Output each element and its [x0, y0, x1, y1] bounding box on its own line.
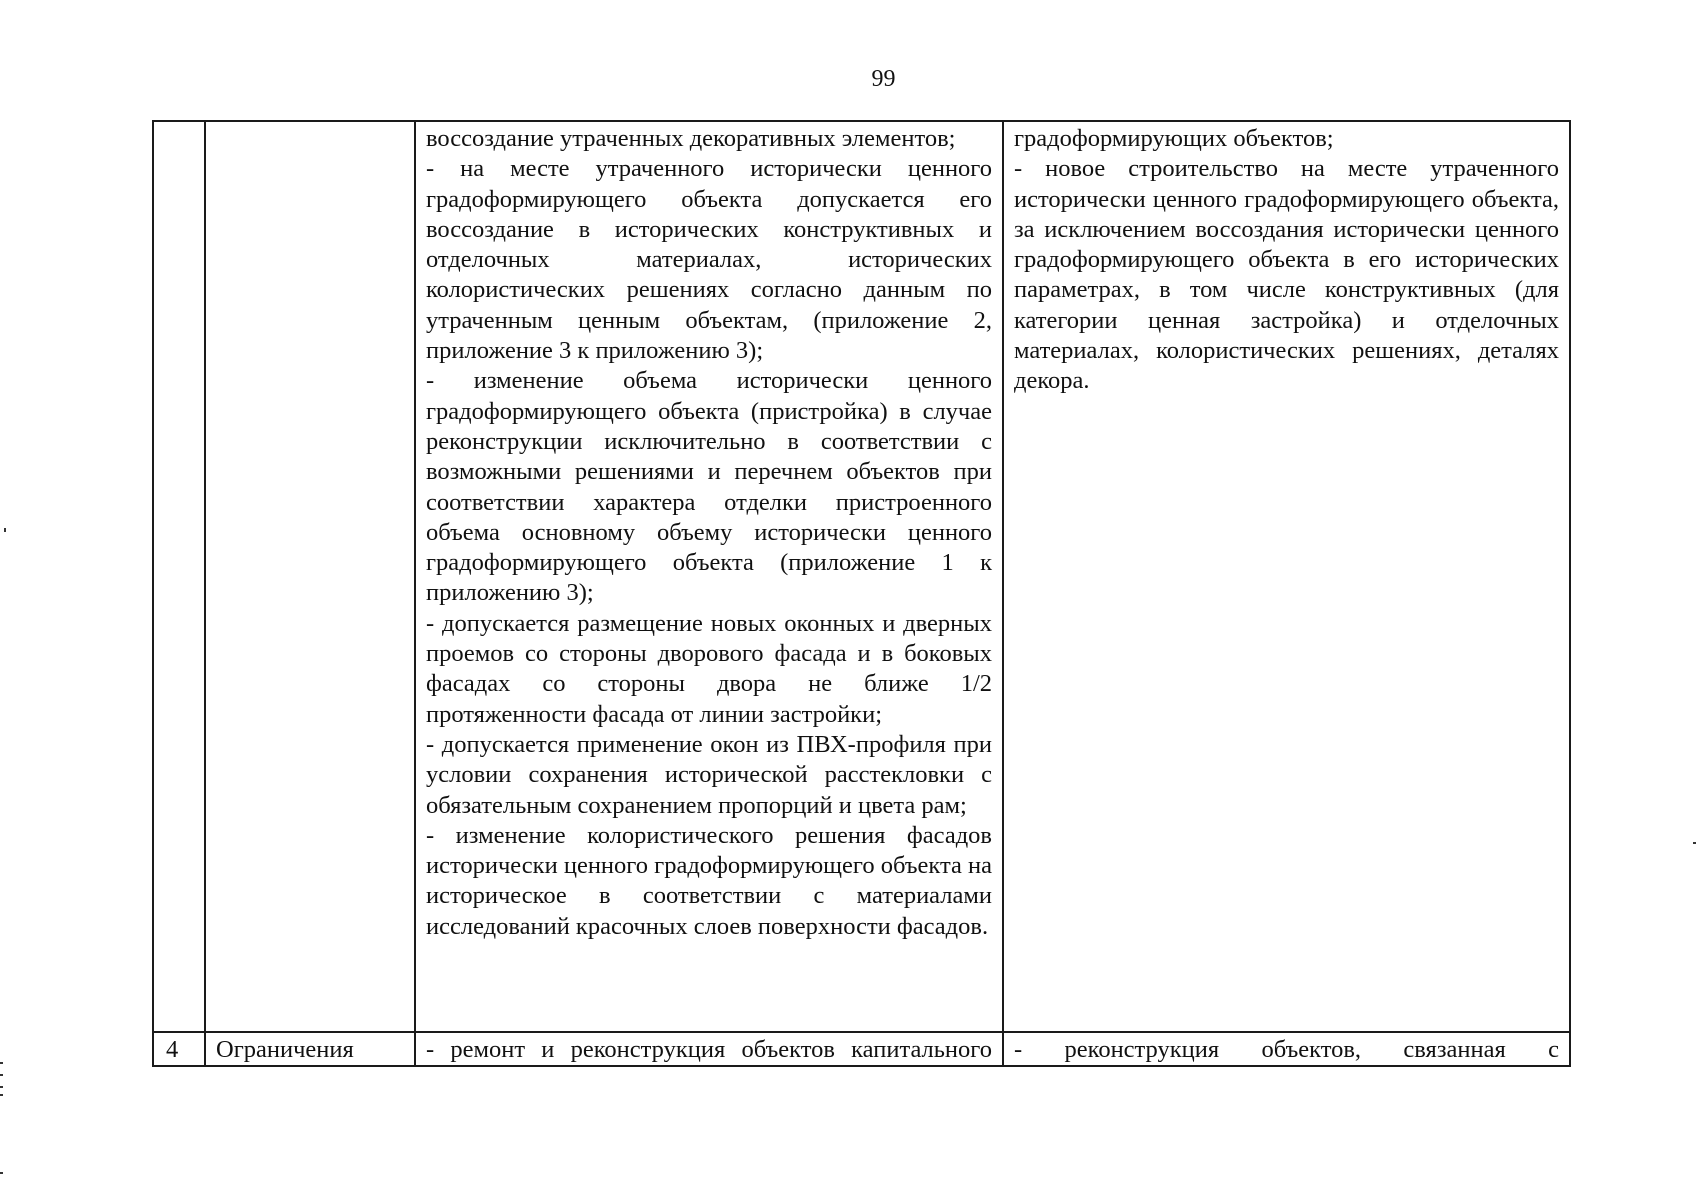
- row-name-cell: [205, 121, 415, 1032]
- scan-mark: [1693, 842, 1696, 844]
- permitted-works-cell: [415, 121, 1003, 1032]
- paragraph: - на месте утраченного исторически ценного градоформирующего объекта допускается его воссоздание в исторических конструктивных и отделочных материалах, исторических колористических решениях согласно данным по утраченным ценным объектам, (приложение 2, приложение 3 к приложению 3);: [426, 155, 992, 365]
- paragraph: - ремонт и реконструкция объектов капитального: [426, 1036, 992, 1063]
- paragraph: воссоздание утраченных декоративных элементов;: [426, 125, 956, 152]
- scan-mark: [0, 1086, 3, 1088]
- paragraph: - изменение объема исторически ценного градоформирующего объекта (пристройка) в случае реконструкции исключительно в соответствии с возможными решениями и перечнем объектов при соответствии характера отделки пристроенного объема основному объему исторически ценного градоформирующего объекта (приложение 1 к приложению 3);: [426, 367, 992, 607]
- paragraph: - реконструкция объектов, связанная с: [1014, 1036, 1559, 1063]
- page-number: 99: [871, 66, 896, 92]
- paragraph: - новое строительство на месте утраченного исторически ценного градоформирующего объекта, за исключением воссоздания исторически ценного градоформирующего объекта в его исторических параметрах, в том числе конструктивных (для категории ценная застройка) и отделочных материалах, колористических решениях, деталях декора.: [1014, 155, 1559, 395]
- scan-mark: [0, 1062, 3, 1064]
- table-row: [153, 1032, 1570, 1066]
- prohibited-works-cell: [1003, 121, 1570, 1032]
- scan-mark: [0, 1172, 3, 1174]
- paragraph: - допускается применение окон из ПВХ-профиля при условии сохранения исторической расстекловки с обязательным сохранением пропорций и цвета рам;: [426, 730, 992, 819]
- row-name-cell: Ограничения: [205, 1032, 415, 1066]
- permitted-works-cell: [415, 1032, 1003, 1066]
- row-number-cell: [153, 121, 205, 1032]
- prohibited-works-cell: [1003, 1032, 1570, 1066]
- scan-mark: [0, 1094, 3, 1096]
- paragraph: градоформирующих объектов;: [1014, 125, 1334, 152]
- row-number-cell: 4: [153, 1032, 205, 1066]
- scan-mark: [4, 528, 6, 532]
- paragraph: - допускается размещение новых оконных и дверных проемов со стороны дворового фасада и в боковых фасадах со стороны двора не ближе 1/2 протяженности фасада от линии застройки;: [426, 609, 992, 728]
- regulations-table: [152, 120, 1571, 1067]
- paragraph: - изменение колористического решения фасадов исторически ценного градоформирующего объекта на историческое в соответствии с материалами исследований красочных слоев поверхности фасадов.: [426, 821, 992, 940]
- table-row: [153, 121, 1570, 1032]
- scan-mark: [0, 1074, 3, 1076]
